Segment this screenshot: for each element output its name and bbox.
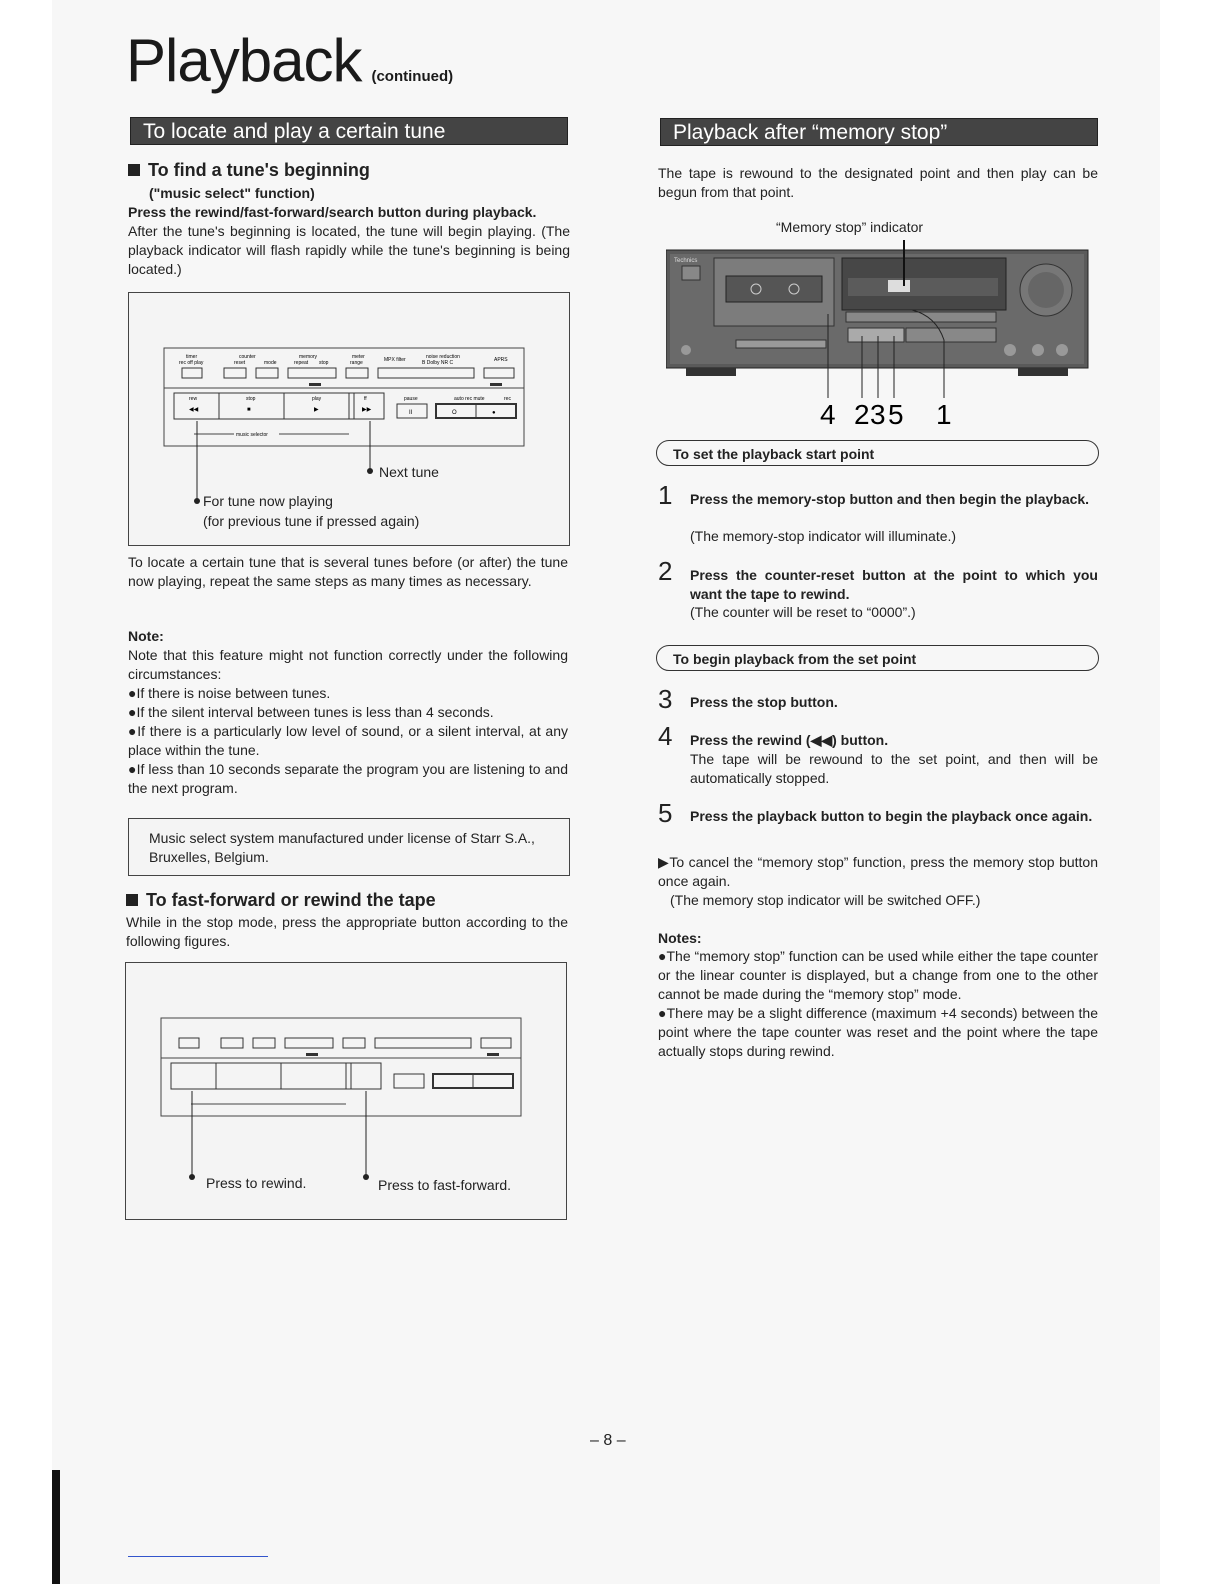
play-symbol: ▶: [314, 407, 319, 413]
stop-symbol: ■: [247, 407, 251, 413]
pill-set-start: To set the playback start point: [656, 440, 1099, 466]
cancel-text-2: (The memory stop indicator will be switched OFF.): [670, 892, 981, 908]
section-banner-locate: To locate and play a certain tune: [130, 117, 568, 145]
square-bullet-icon: [126, 894, 138, 906]
step-5-bold: Press the playback button to begin the playback once again.: [690, 808, 1093, 824]
lbl-automute: auto rec mute: [454, 396, 485, 402]
lbl-play: play: [312, 396, 322, 402]
ff-heading: To fast-forward or rewind the tape: [126, 890, 436, 911]
callout-3: 3: [870, 399, 886, 430]
lbl-nr: noise reduction: [426, 354, 460, 360]
ff-symbol: ▶▶: [362, 407, 372, 413]
note-item-3: ●If there is a particularly low level of sound, or a silent interval, at any place within the tune.: [128, 723, 568, 758]
license-text: Music select system manufactured under license of Starr S.A., Bruxelles, Belgium.: [149, 830, 535, 865]
notes-heading: Notes:: [658, 930, 702, 946]
lbl-stopb: stop: [246, 396, 256, 402]
notes-item-1: ●The “memory stop” function can be used while either the tape counter or the linear counter is displayed, but a change from one to the other cannot be made during the “memory stop” mode.: [658, 948, 1098, 1002]
rec-symbol: ●: [492, 410, 496, 416]
step-1-number: 1: [658, 480, 673, 510]
rew-symbol: ◀◀: [189, 407, 199, 413]
step-3-bold: Press the stop button.: [690, 694, 838, 710]
ff-body: While in the stop mode, press the appropriate button according to the following figures.: [126, 914, 568, 949]
lbl-range: range: [350, 360, 363, 366]
find-heading: To find a tune's beginning: [128, 160, 370, 181]
previous-tune-label: (for previous tune if pressed again): [203, 513, 420, 529]
for-tune-label: For tune now playing: [203, 493, 333, 509]
callout-5: 5: [888, 399, 904, 430]
cassette-deck-photo: [666, 240, 1090, 430]
lbl-mpx: MPX filter: [384, 357, 406, 363]
deck-panel-diagram-1: [129, 293, 569, 545]
lbl-ff: ff: [364, 396, 367, 402]
lbl-reset: reset: [234, 360, 246, 366]
cancel-text: ▶To cancel the “memory stop” function, press the memory stop button once again.: [658, 854, 1098, 889]
step-4-number: 4: [658, 721, 673, 751]
note-item-1: ●If there is noise between tunes.: [128, 685, 331, 701]
lbl-selector: music selector: [236, 432, 268, 438]
lbl-memory: memory: [299, 354, 318, 360]
callout-4: 4: [820, 399, 836, 430]
pill-begin-playback: To begin playback from the set point: [656, 645, 1099, 671]
lbl-pause: pause: [404, 396, 418, 402]
find-body: After the tune's beginning is located, the tune will begin playing. (The playback indicator will flash rapidly while the tune's beginning is being located.): [128, 223, 570, 277]
notes-item-2: ●There may be a slight difference (maximum +4 seconds) between the point where the tape counter was reset and the point where the tape actually stops during rewind.: [658, 1005, 1098, 1059]
step-3-number: 3: [658, 684, 673, 714]
license-box: [128, 818, 570, 876]
callout-2: 2: [854, 399, 870, 430]
note-item-2: ●If the silent interval between tunes is less than 4 seconds.: [128, 704, 494, 720]
memory-indicator-label: “Memory stop” indicator: [776, 219, 924, 235]
panel-group: [164, 348, 524, 446]
forward-label: Press to fast-forward.: [378, 1177, 512, 1193]
lbl-nr-sub: B Dolby NR C: [422, 360, 454, 366]
lbl-timer: timer: [186, 354, 198, 360]
lbl-repeat: repeat: [294, 360, 309, 366]
step-5-number: 5: [658, 798, 673, 828]
memory-intro: The tape is rewound to the designated point and then play can be begun from that point.: [658, 165, 1098, 200]
rewind-label: Press to rewind.: [206, 1175, 307, 1191]
next-tune-label: Next tune: [379, 464, 439, 480]
step-2-number: 2: [658, 556, 673, 586]
page-subtitle: (continued): [371, 68, 454, 85]
figure-music-select: [128, 292, 570, 546]
step-2-text: (The counter will be reset to “0000”.): [690, 604, 916, 620]
pause-symbol: II: [409, 410, 413, 416]
scan-underline: [128, 1556, 268, 1557]
find-subheading: ("music select" function): [149, 185, 315, 201]
square-bullet-icon: [128, 164, 140, 176]
figure-ff-rewind: [125, 962, 567, 1220]
section-banner-memory-stop: Playback after “memory stop”: [660, 118, 1098, 146]
note-heading: Note:: [128, 628, 164, 644]
lbl-stop: stop: [319, 360, 329, 366]
lbl-meter: meter: [352, 354, 365, 360]
step-1-text: (The memory-stop indicator will illuminate.): [690, 528, 957, 544]
lbl-rew: rew: [189, 396, 198, 402]
note-item-4: ●If less than 10 seconds separate the program you are listening to and the next program.: [128, 761, 568, 796]
step-4-text: The tape will be rewound to the set point, and then will be automatically stopped.: [690, 751, 1098, 786]
page-title: Playback (continued): [126, 27, 454, 94]
callout-1: 1: [936, 399, 952, 430]
lbl-mode: mode: [264, 360, 277, 366]
lbl-aprs: APRS: [494, 357, 508, 363]
note-intro: Note that this feature might not function correctly under the following circumstances:: [128, 647, 568, 682]
step-4-bold: Press the rewind (◀◀) button.: [690, 732, 889, 748]
lbl-rec: rec: [504, 396, 511, 402]
scan-edge: [52, 1470, 60, 1584]
brand-logo: Technics: [674, 258, 698, 264]
find-instruction: Press the rewind/fast-forward/search button during playback.: [128, 204, 537, 220]
locate-text: To locate a certain tune that is several tunes before (or after) the tune now playing, repeat the same steps as many times as necessary.: [128, 554, 568, 589]
lbl-counter: counter: [239, 354, 256, 360]
step-1-bold: Press the memory-stop button and then begin the playback.: [690, 491, 1090, 507]
mute-symbol: O: [452, 410, 457, 416]
lbl-timer-sub: rec off play: [179, 360, 204, 366]
step-2-bold: Press the counter-reset button at the point to which you want the tape to rewind.: [690, 567, 1098, 602]
page-number: – 8 –: [590, 1432, 626, 1449]
